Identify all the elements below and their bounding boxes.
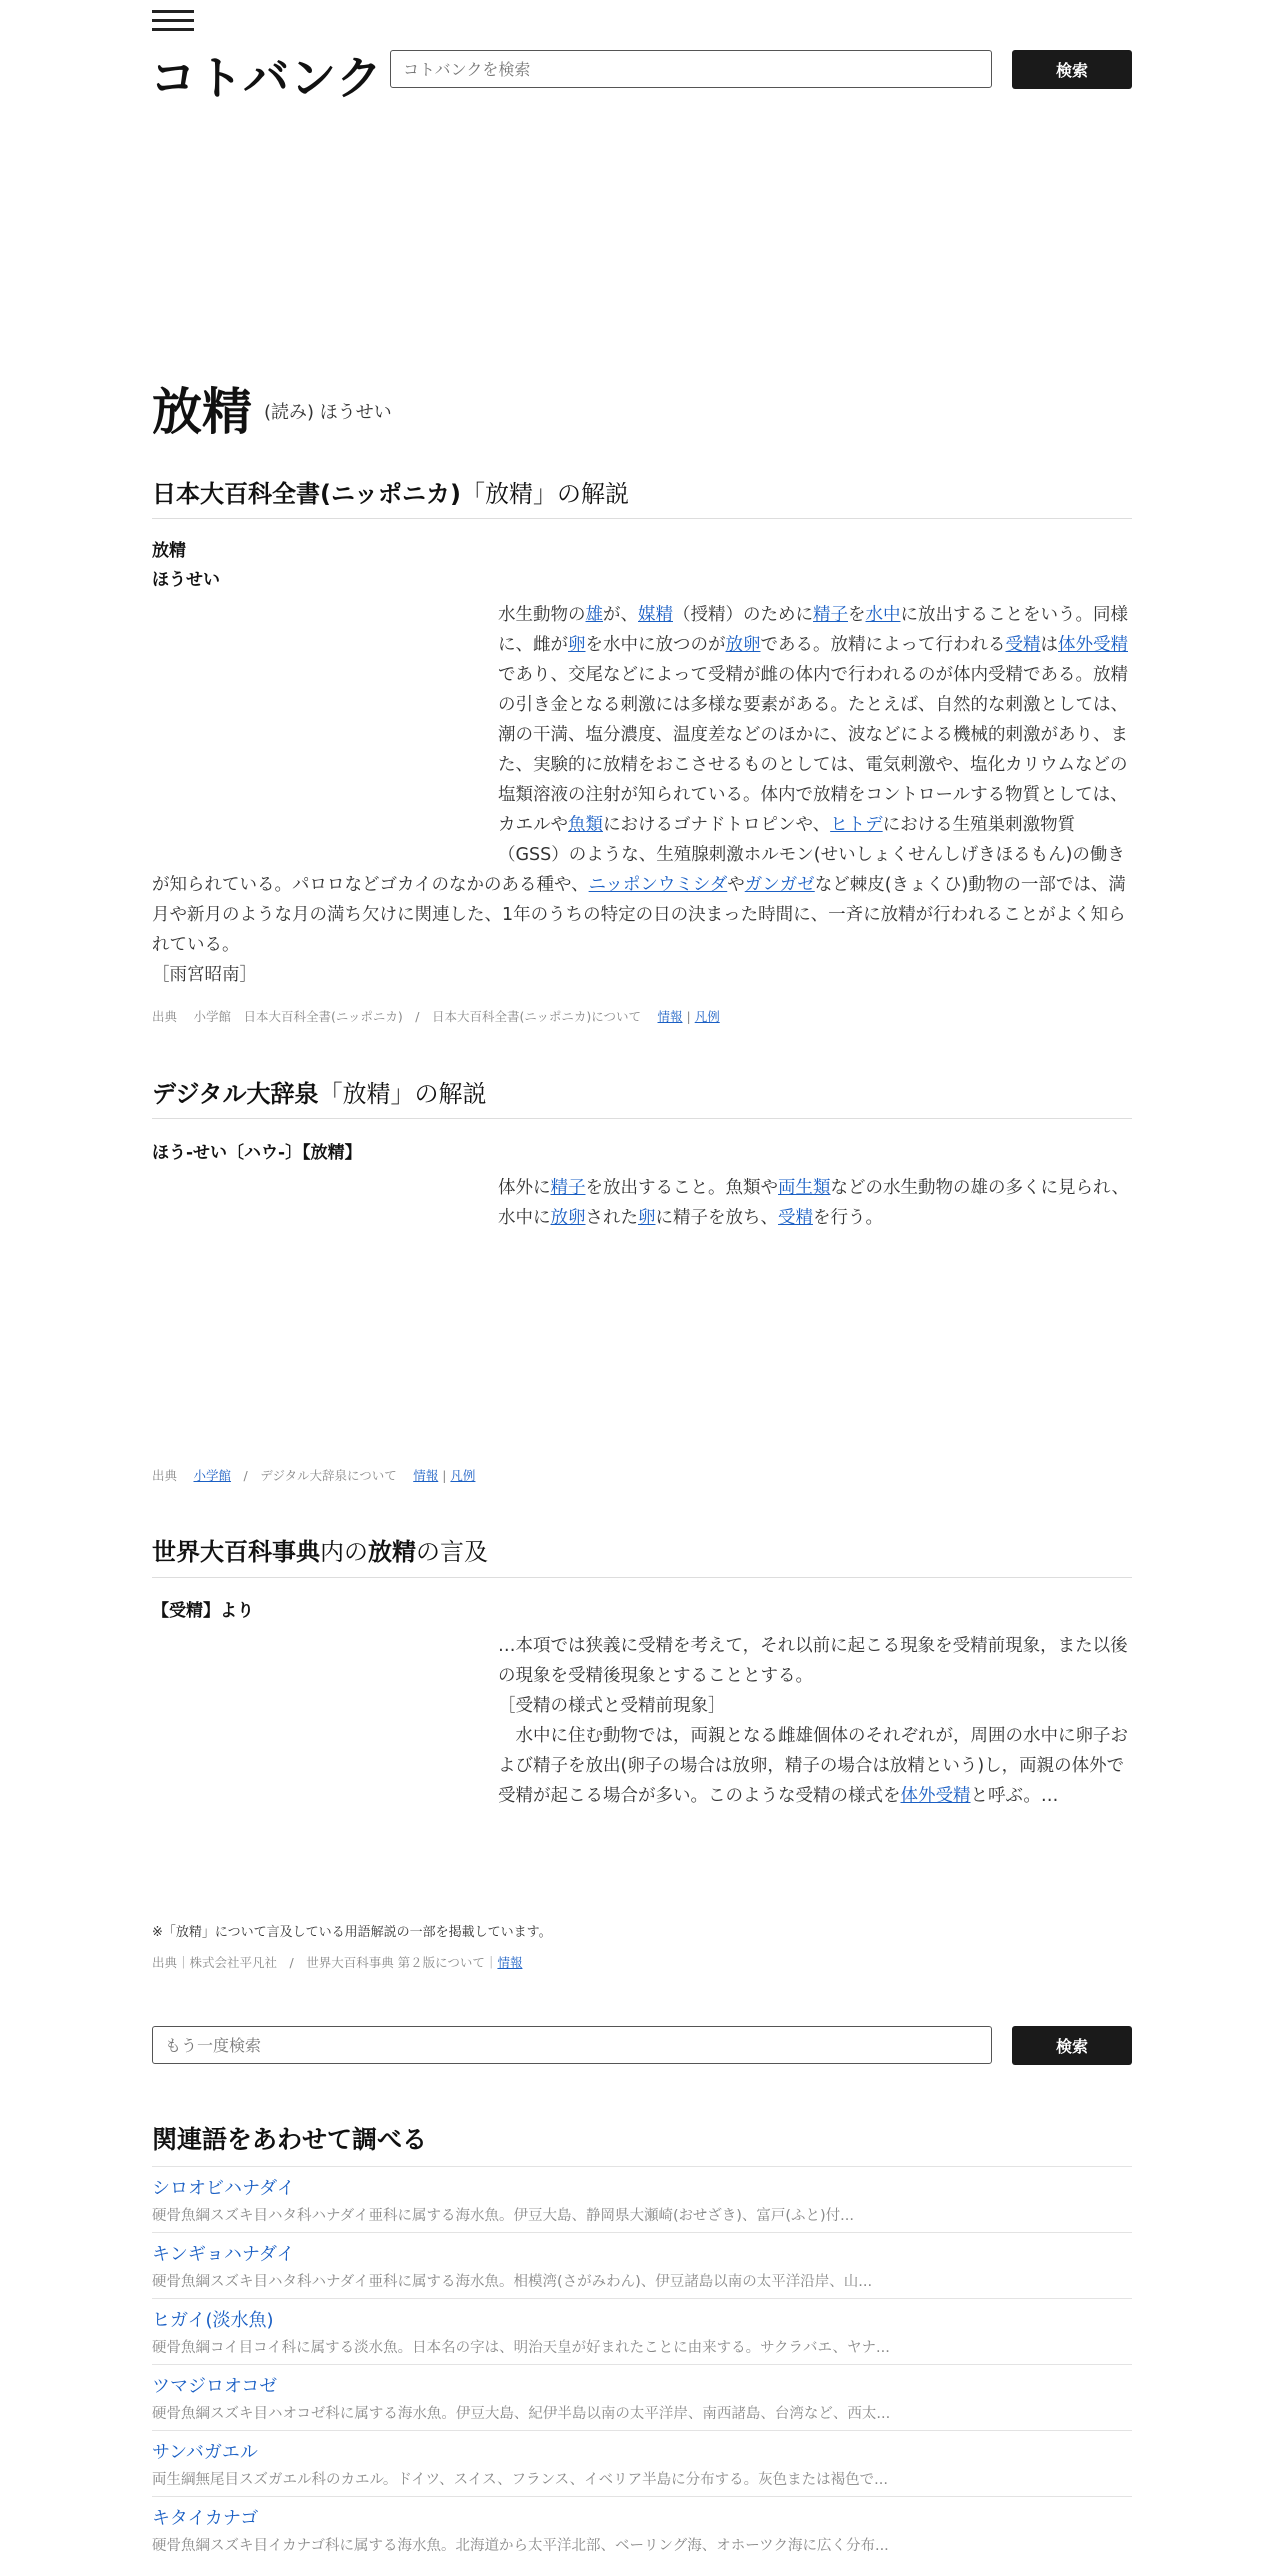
info-link[interactable]: 情報 xyxy=(657,1009,683,1024)
legend-link[interactable]: 凡例 xyxy=(450,1468,476,1483)
related-item-name[interactable]: サンバガエル xyxy=(152,2442,258,2463)
info-link[interactable]: 情報 xyxy=(497,1955,523,1970)
related-title: 関連語をあわせて調べる xyxy=(152,2125,428,2154)
publisher-link[interactable]: 小学館 xyxy=(193,1468,232,1483)
related-item[interactable] xyxy=(152,2232,1132,2298)
link-seishi[interactable]: 精子 xyxy=(550,1178,586,1198)
related-item-name[interactable]: シロオビハナダイ xyxy=(152,2178,295,2199)
related-item[interactable] xyxy=(152,2298,1132,2364)
link-jusei[interactable]: 受精 xyxy=(778,1208,813,1228)
source-daijisen: 出典 小学館 / デジタル大辞泉について 情報 | 凡例 xyxy=(152,1468,476,1483)
link-gangaze[interactable]: ガンガゼ xyxy=(744,875,815,895)
section-divider xyxy=(152,1118,1132,1119)
source-sekai: 出典｜株式会社平凡社 / 世界大百科事典 第２版について｜情報 xyxy=(152,1955,523,1970)
link-taigai-jusei[interactable]: 体外受精 xyxy=(1058,635,1128,655)
link-seishi[interactable]: 精子 xyxy=(813,605,848,625)
related-item-name[interactable]: ツマジロオコゼ xyxy=(152,2376,278,2397)
headword-reading: ほうせい xyxy=(152,570,220,590)
related-list xyxy=(152,2166,1132,2562)
related-item-name[interactable]: ヒガイ(淡水魚) xyxy=(152,2310,274,2331)
link-horan[interactable]: 放卵 xyxy=(550,1208,586,1228)
link-suichu[interactable]: 水中 xyxy=(865,605,901,625)
search-button[interactable]: 検索 xyxy=(1012,50,1132,89)
daijisen-body: 体外に精子を放出すること。魚類や両生類などの水生動物の雄の多くに見られ、水中に放卵された卵に精子を放ち、受精を行う。 xyxy=(498,1178,1130,1228)
related-item[interactable] xyxy=(152,2364,1132,2430)
link-taigai-jusei[interactable]: 体外受精 xyxy=(900,1786,971,1806)
link-osu[interactable]: 雄 xyxy=(585,605,603,625)
related-item[interactable] xyxy=(152,2430,1132,2496)
section-divider xyxy=(152,1577,1132,1578)
search-again-input[interactable] xyxy=(152,2026,992,2064)
related-item-name[interactable]: キンギョハナダイ xyxy=(152,2244,295,2265)
section-title-daijisen: デジタル大辞泉「放精」の解説 xyxy=(152,1080,487,1108)
link-ran[interactable]: 卵 xyxy=(638,1208,656,1228)
related-item-desc: 硬骨魚綱スズキ目ハタ科ハナダイ亜科に属する海水魚。伊豆大島、静岡県大瀬崎(おせざき)、富戸(ふと)付... xyxy=(152,2208,855,2224)
site-logo[interactable]: コトバンク xyxy=(150,51,384,105)
float-spacer xyxy=(152,600,498,870)
entry-reading: (読み) ほうせい xyxy=(264,402,392,423)
link-horan[interactable]: 放卵 xyxy=(725,635,761,655)
mention-note: ※「放精」について言及している用語解説の一部を掲載しています。 xyxy=(152,1925,552,1940)
related-item-desc: 硬骨魚綱コイ目コイ科に属する淡水魚。日本名の字は、明治天皇が好まれたことに由来する。サクラバエ、ヤナ... xyxy=(152,2340,890,2356)
source-nipponica: 出典 小学館 日本大百科全書(ニッポニカ) / 日本大百科全書(ニッポニカ)について 情報 | 凡例 xyxy=(152,1009,720,1024)
headword: 放精 xyxy=(152,541,186,561)
link-ryouseirui[interactable]: 両生類 xyxy=(778,1178,831,1198)
author: ［雨宮昭南］ xyxy=(152,965,257,985)
link-ran[interactable]: 卵 xyxy=(568,635,586,655)
related-item-name[interactable]: キタイカナゴ xyxy=(152,2508,259,2529)
related-item-desc: 硬骨魚綱スズキ目ハタ科ハナダイ亜科に属する海水魚。相模湾(さがみわん)、伊豆諸島以南の太平洋沿岸、山... xyxy=(152,2274,873,2290)
related-item-desc: 両生綱無尾目スズガエル科のカエル。ドイツ、スイス、フランス、イベリア半島に分布する。灰色または褐色で... xyxy=(152,2472,888,2488)
related-item[interactable] xyxy=(152,2496,1132,2562)
nipponica-body: 水生動物の雄が、媒精（授精）のために精子を水中に放出することをいう。同様に、雌が卵を水中に放つのが放卵である。放精によって行われる受精は体外受精であり、交尾などによって受精が雌の体内で行われるのが体内受精である。放精の引き金となる刺激には多様な要素がある。たとえば、自然的な刺激としては、潮の干満、塩分濃度、温度差などのほかに、波などによる機械的刺激があり、また、実験的に放精をおこさせるものとしては、電気刺激や、塩化カリウムなどの塩類溶液の注射が知られている。体内で放精をコントロールする物質としては、カエルや魚類におけるゴナドトロピンや、ヒトデにおける生殖巣刺激物質（GSS）のような、生殖腺刺激ホルモン(せいしょくせんしげきほるもん)の働きが知られている。パロロなどゴカイのなかのある種や、ニッポンウミシダやガンガゼなど棘皮(きょくひ)動物の一部では、満月や新月のような月の満ち欠けに関連した、1年のうちの特定の日の決まった時間に、一斉に放精が行われることがよく知られている。 ［雨宮昭南］ xyxy=(152,600,1132,990)
section-divider xyxy=(152,518,1132,519)
headword-sekai: 【受精】より xyxy=(152,1601,254,1621)
hamburger-menu-icon[interactable] xyxy=(152,10,194,34)
link-hitode[interactable]: ヒトデ xyxy=(830,815,883,835)
link-nippon-umishida[interactable]: ニッポンウミシダ xyxy=(588,875,728,895)
headword-daijisen: ほう-せい〔ハウ-〕【放精】 xyxy=(152,1143,362,1163)
page-title: 放精 xyxy=(152,383,252,441)
sekai-body: …本項では狭義に受精を考えて，それ以前に起こる現象を受精前現象，また以後の現象を受精後現象とすることとする。 ［受精の様式と受精前現象］ 水中に住む動物では，両親となる雌雄個体のそれぞれが，周囲の水中に卵子および精子を放出(卵子の場合は放卵，精子の場合は放精という)し，両親の体外で受精が起こる場合が多い。このような受精の様式を体外受精と呼ぶ。… xyxy=(498,1636,1128,1806)
link-gyorui[interactable]: 魚類 xyxy=(568,815,603,835)
legend-link[interactable]: 凡例 xyxy=(694,1009,720,1024)
section-title-nipponica: 日本大百科全書(ニッポニカ)「放精」の解説 xyxy=(152,480,629,508)
link-baisei[interactable]: 媒精 xyxy=(638,605,673,625)
section-title-sekai: 世界大百科事典内の放精の言及 xyxy=(152,1538,488,1566)
info-link[interactable]: 情報 xyxy=(413,1468,439,1483)
related-item-desc: 硬骨魚綱スズキ目ハオコゼ科に属する海水魚。伊豆大島、紀伊半島以南の太平洋岸、南西諸島、台湾など、西太... xyxy=(152,2406,891,2422)
link-jusei[interactable]: 受精 xyxy=(1005,635,1041,655)
search-input[interactable] xyxy=(390,50,992,88)
related-item[interactable] xyxy=(152,2166,1132,2232)
related-item-desc: 硬骨魚綱スズキ目イカナゴ科に属する海水魚。北海道から太平洋北部、ベーリング海、オホーツク海に広く分布... xyxy=(152,2538,889,2554)
search-again-button[interactable]: 検索 xyxy=(1012,2026,1132,2065)
